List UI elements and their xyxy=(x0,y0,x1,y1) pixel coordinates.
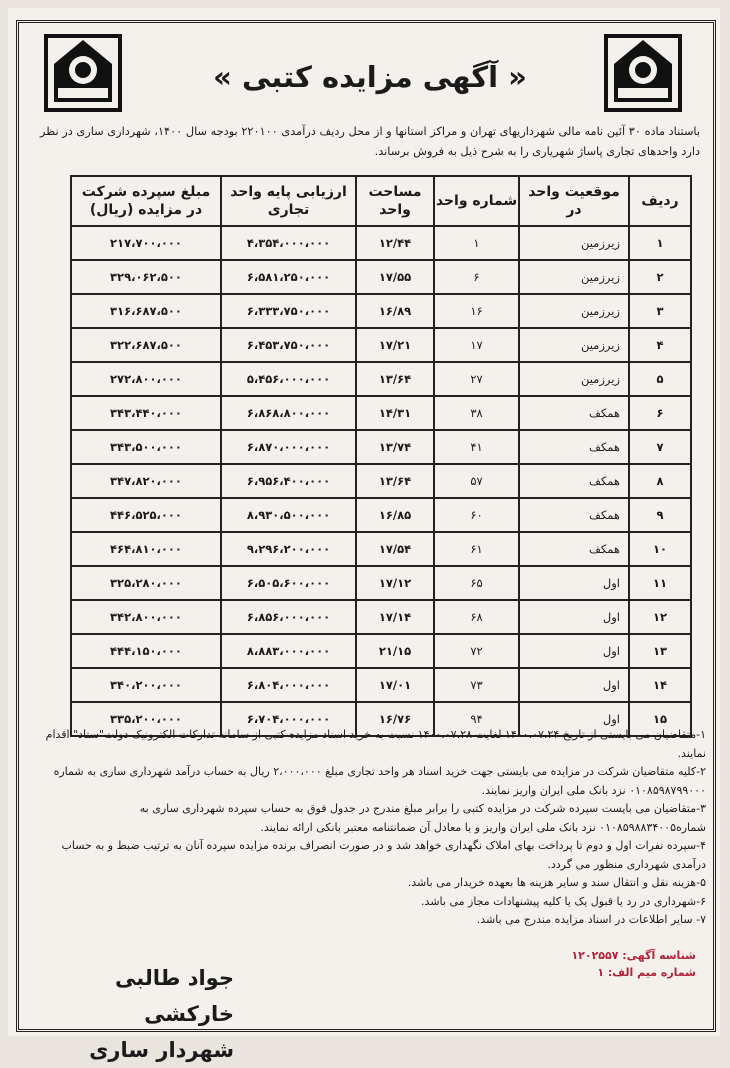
cell-area: ۱۷/۱۴ xyxy=(356,600,434,634)
cell-row-number: ۵ xyxy=(629,362,691,396)
cell-row-number: ۹ xyxy=(629,498,691,532)
cell-unit-number: ۱۶ xyxy=(434,294,519,328)
cell-row-number: ۱۲ xyxy=(629,600,691,634)
cell-location: اول xyxy=(519,566,629,600)
condition-5: ۵-هزینه نقل و انتقال سند و سایر هزینه ها بعهده خریدار می باشد. xyxy=(407,876,706,889)
cell-row-number: ۸ xyxy=(629,464,691,498)
cell-location: اول xyxy=(519,634,629,668)
print-id: شماره میم الف: ۱ xyxy=(597,966,696,979)
cell-row-number: ۱۵ xyxy=(629,702,691,736)
cell-deposit: ۳۴۷،۸۲۰،۰۰۰ xyxy=(71,464,221,498)
table-row xyxy=(71,260,691,294)
conditions-list xyxy=(36,726,706,930)
cell-deposit: ۲۱۷،۷۰۰،۰۰۰ xyxy=(71,226,221,260)
cell-row-number: ۱۰ xyxy=(629,532,691,566)
cell-deposit: ۳۲۵،۲۸۰،۰۰۰ xyxy=(71,566,221,600)
cell-unit-number: ۳۸ xyxy=(434,396,519,430)
cell-base-value: ۶،۸۶۸،۸۰۰،۰۰۰ xyxy=(221,396,356,430)
cell-unit-number: ۶۱ xyxy=(434,532,519,566)
cell-deposit: ۴۴۶،۵۲۵،۰۰۰ xyxy=(71,498,221,532)
cell-area: ۱۳/۶۴ xyxy=(356,362,434,396)
cell-location: اول xyxy=(519,600,629,634)
cell-base-value: ۶،۸۰۴،۰۰۰،۰۰۰ xyxy=(221,668,356,702)
cell-unit-number: ۲۷ xyxy=(434,362,519,396)
cell-base-value: ۴،۳۵۴،۰۰۰،۰۰۰ xyxy=(221,226,356,260)
cell-unit-number: ۶۰ xyxy=(434,498,519,532)
cell-deposit: ۳۳۵،۲۰۰،۰۰۰ xyxy=(71,702,221,736)
condition-4: ۴-سپرده نفرات اول و دوم تا پرداخت بهای املاک نگهداری خواهد شد و در صورت انصراف برنده مزایده سپرده آنان به ترتیب ضبط و به حساب درآمدی شهرداری منظور می گردد. xyxy=(61,839,706,871)
cell-area: ۱۴/۳۱ xyxy=(356,396,434,430)
municipality-logo-left xyxy=(40,30,126,116)
cell-deposit: ۳۴۲،۸۰۰،۰۰۰ xyxy=(71,600,221,634)
condition-2: ۲-کلیه متقاضیان شرکت در مزایده می بایستی جهت خرید اسناد هر واحد تجاری مبلغ ۲،۰۰۰،۰۰۰ ریال به حساب درآمد شهرداری ساری به شماره ۰۱۰۸۵۹۸۷۹۹۰۰۰ نزد بانک ملی ایران واریز نمایند. xyxy=(53,765,706,797)
cell-base-value: ۸،۸۸۳،۰۰۰،۰۰۰ xyxy=(221,634,356,668)
cell-row-number: ۱۳ xyxy=(629,634,691,668)
header-area: مساحت واحد xyxy=(356,176,434,226)
table-row xyxy=(71,226,691,260)
table-row xyxy=(71,668,691,702)
cell-location: همکف xyxy=(519,532,629,566)
header-location: موقعیت واحد در xyxy=(519,176,629,226)
ad-title: « آگهی مزایده کتبی » xyxy=(213,60,527,94)
cell-deposit: ۳۴۳،۴۴۰،۰۰۰ xyxy=(71,396,221,430)
table-header-row xyxy=(71,176,691,226)
header-row-number: ردیف xyxy=(629,176,691,226)
cell-location: زیرزمین xyxy=(519,362,629,396)
cell-location: زیرزمین xyxy=(519,260,629,294)
cell-area: ۱۶/۸۹ xyxy=(356,294,434,328)
cell-location: همکف xyxy=(519,430,629,464)
cell-location: زیرزمین xyxy=(519,328,629,362)
cell-base-value: ۶،۹۵۶،۴۰۰،۰۰۰ xyxy=(221,464,356,498)
cell-location: زیرزمین xyxy=(519,226,629,260)
header-base-value: ارزیابی پایه واحد تجاری xyxy=(221,176,356,226)
cell-area: ۱۶/۸۵ xyxy=(356,498,434,532)
cell-unit-number: ۶۵ xyxy=(434,566,519,600)
table-row xyxy=(71,294,691,328)
cell-deposit: ۳۲۹،۰۶۲،۵۰۰ xyxy=(71,260,221,294)
cell-unit-number: ۴۱ xyxy=(434,430,519,464)
table-row xyxy=(71,464,691,498)
cell-deposit: ۳۱۶،۶۸۷،۵۰۰ xyxy=(71,294,221,328)
cell-location: زیرزمین xyxy=(519,294,629,328)
cell-row-number: ۷ xyxy=(629,430,691,464)
cell-deposit: ۴۶۴،۸۱۰،۰۰۰ xyxy=(71,532,221,566)
cell-base-value: ۹،۲۹۶،۲۰۰،۰۰۰ xyxy=(221,532,356,566)
cell-area: ۱۷/۰۱ xyxy=(356,668,434,702)
cell-unit-number: ۷۲ xyxy=(434,634,519,668)
cell-row-number: ۳ xyxy=(629,294,691,328)
cell-deposit: ۳۴۳،۵۰۰،۰۰۰ xyxy=(71,430,221,464)
table-row xyxy=(71,362,691,396)
cell-area: ۱۷/۵۵ xyxy=(356,260,434,294)
municipality-logo-right xyxy=(600,30,686,116)
table-row xyxy=(71,566,691,600)
table-row xyxy=(71,532,691,566)
condition-1: ۱-متقاضیان می بایستی از تاریخ ۱۴۰۰،۰۷،۲۴ لغایت ۱۴۰۰،۰۷،۲۸ نسبت به خرید اسناد مزایده کتبی از سامانه تدارکات الکترونیک دولت"ستاد" اقدام نمایند. xyxy=(45,728,706,760)
cell-area: ۲۱/۱۵ xyxy=(356,634,434,668)
cell-area: ۱۷/۲۱ xyxy=(356,328,434,362)
cell-unit-number: ۷۳ xyxy=(434,668,519,702)
intro-paragraph: باستناد ماده ۳۰ آئین نامه مالی شهرداریهای تهران و مراکز استانها و از محل ردیف درآمدی ۲۲۰۱۰۰ بودجه سال ۱۴۰۰، شهرداری ساری در نظر دارد واحدهای تجاری پاساژ شهریاری را به شرح ذیل به فروش برساند. xyxy=(40,125,700,158)
cell-base-value: ۶،۸۵۶،۰۰۰،۰۰۰ xyxy=(221,600,356,634)
cell-row-number: ۶ xyxy=(629,396,691,430)
cell-area: ۱۷/۱۲ xyxy=(356,566,434,600)
cell-base-value: ۶،۷۰۴،۰۰۰،۰۰۰ xyxy=(221,702,356,736)
cell-location: اول xyxy=(519,668,629,702)
cell-deposit: ۲۷۲،۸۰۰،۰۰۰ xyxy=(71,362,221,396)
cell-deposit: ۳۴۰،۲۰۰،۰۰۰ xyxy=(71,668,221,702)
table-row xyxy=(71,396,691,430)
cell-unit-number: ۶ xyxy=(434,260,519,294)
cell-area: ۱۳/۷۴ xyxy=(356,430,434,464)
cell-location: همکف xyxy=(519,396,629,430)
cell-base-value: ۶،۵۰۵،۶۰۰،۰۰۰ xyxy=(221,566,356,600)
cell-row-number: ۲ xyxy=(629,260,691,294)
table-row xyxy=(71,328,691,362)
condition-3: ۳-متقاضیان می بایست سپرده شرکت در مزایده کتبی را برابر مبلغ مندرج در جدول فوق به حساب سپرده شهرداری ساری به شماره۰۱۰۸۵۹۸۸۳۴۰۰۵ نزد بانک ملی ایران واریز و یا معادل آن ضمانتنامه معتبر بانکی ارائه نمایند. xyxy=(139,802,706,834)
cell-base-value: ۶،۸۷۰،۰۰۰،۰۰۰ xyxy=(221,430,356,464)
cell-row-number: ۱۴ xyxy=(629,668,691,702)
cell-area: ۱۶/۷۶ xyxy=(356,702,434,736)
ad-meta xyxy=(571,947,696,981)
cell-row-number: ۴ xyxy=(629,328,691,362)
header-unit-number: شماره واحد xyxy=(434,176,519,226)
cell-base-value: ۶،۳۳۳،۷۵۰،۰۰۰ xyxy=(221,294,356,328)
cell-area: ۱۳/۶۴ xyxy=(356,464,434,498)
signature-block xyxy=(34,960,234,1068)
cell-base-value: ۶،۵۸۱،۲۵۰،۰۰۰ xyxy=(221,260,356,294)
condition-7: ۷- سایر اطلاعات در اسناد مزایده مندرج می باشد. xyxy=(476,913,706,926)
cell-deposit: ۴۴۴،۱۵۰،۰۰۰ xyxy=(71,634,221,668)
cell-location: همکف xyxy=(519,464,629,498)
table-row xyxy=(71,634,691,668)
cell-unit-number: ۵۷ xyxy=(434,464,519,498)
cell-location: اول xyxy=(519,702,629,736)
cell-row-number: ۱۱ xyxy=(629,566,691,600)
cell-base-value: ۸،۹۳۰،۵۰۰،۰۰۰ xyxy=(221,498,356,532)
condition-6: ۶-شهرداری در رد یا قبول یک یا کلیه پیشنهادات مجاز می باشد. xyxy=(421,894,706,908)
cell-unit-number: ۶۸ xyxy=(434,600,519,634)
signer-name: جواد طالبی خارکشی xyxy=(115,966,234,1026)
cell-location: همکف xyxy=(519,498,629,532)
units-table xyxy=(70,175,692,737)
cell-row-number: ۱ xyxy=(629,226,691,260)
ad-id: شناسه آگهی: ۱۲۰۲۵۵۷ xyxy=(571,949,696,962)
cell-base-value: ۵،۴۵۶،۰۰۰،۰۰۰ xyxy=(221,362,356,396)
cell-area: ۱۲/۴۴ xyxy=(356,226,434,260)
signer-title: شهردار ساری xyxy=(89,1038,234,1062)
cell-unit-number: ۱۷ xyxy=(434,328,519,362)
cell-unit-number: ۱ xyxy=(434,226,519,260)
cell-unit-number: ۹۴ xyxy=(434,702,519,736)
table-row xyxy=(71,498,691,532)
table-row xyxy=(71,600,691,634)
header-deposit: مبلغ سپرده شرکت در مزایده (ریال) xyxy=(71,176,221,226)
cell-base-value: ۶،۴۵۳،۷۵۰،۰۰۰ xyxy=(221,328,356,362)
cell-deposit: ۳۲۲،۶۸۷،۵۰۰ xyxy=(71,328,221,362)
table-row xyxy=(71,430,691,464)
cell-area: ۱۷/۵۴ xyxy=(356,532,434,566)
